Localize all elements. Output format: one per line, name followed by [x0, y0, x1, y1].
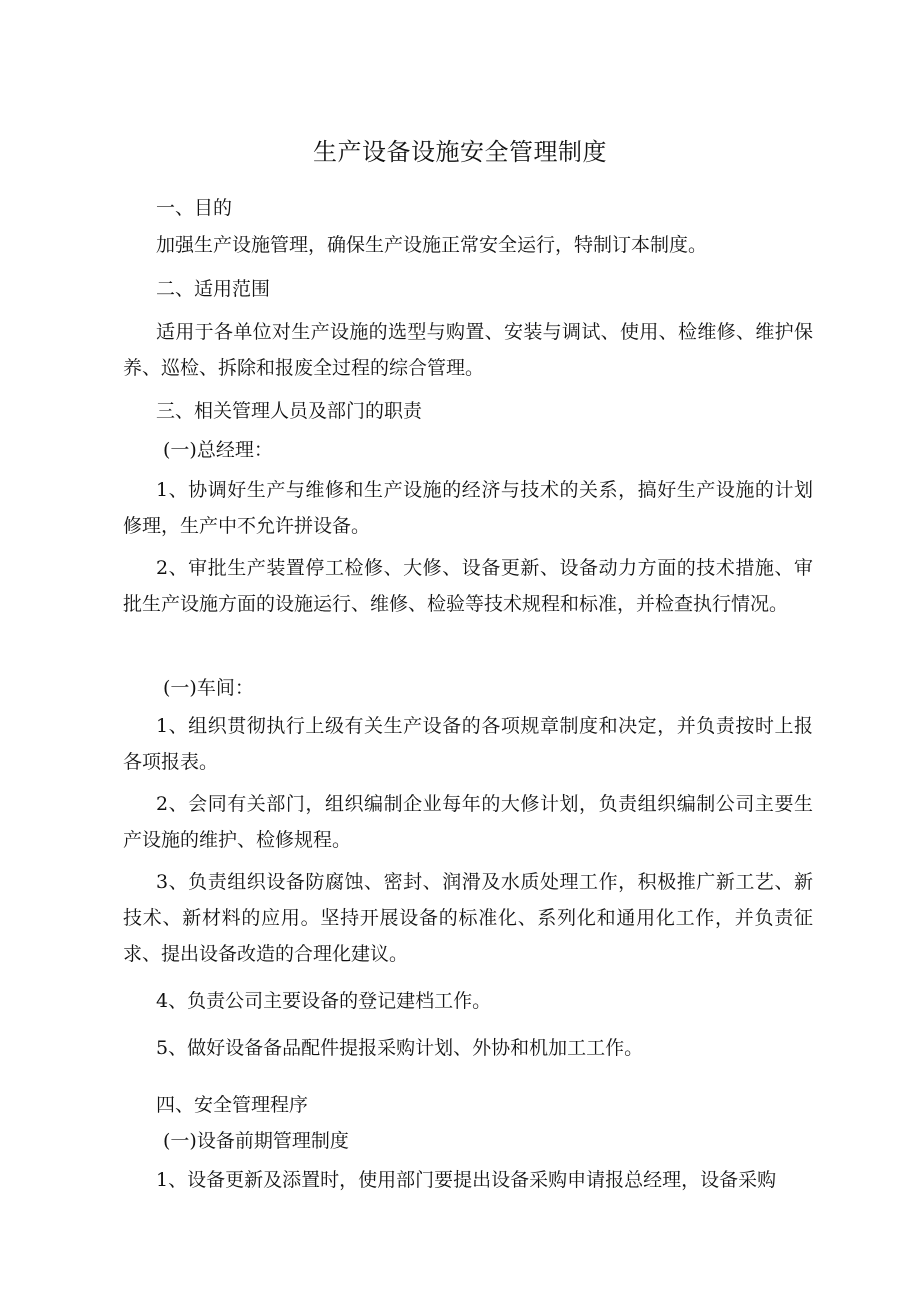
document-title: 生产设备设施安全管理制度 [313, 138, 607, 166]
subheading-workshop: (一)车间： [163, 677, 254, 699]
section-heading-procedures: 四、安全管理程序 [156, 1094, 309, 1116]
paragraph-gm-item-2: 2、审批生产装置停工检修、大修、设备更新、设备动力方面的技术措施、审批生产设施方面的设施运行、维修、检验等技术规程和标准，并检查执行情况。 [123, 557, 813, 615]
paragraph-workshop-item-5: 5、做好设备备品配件提报采购计划、外协和机加工工作。 [156, 1037, 644, 1059]
section-heading-scope: 二、适用范围 [156, 278, 271, 300]
paragraph-workshop-item-1: 1、组织贯彻执行上级有关生产设备的各项规章制度和决定，并负责按时上报各项报表。 [123, 715, 813, 773]
paragraph-purpose: 加强生产设施管理，确保生产设施正常安全运行，特制订本制度。 [156, 234, 708, 256]
paragraph-procedure-item-1: 1、设备更新及添置时，使用部门要提出设备采购申请报总经理，设备采购 [156, 1169, 777, 1191]
subheading-early-management: (一)设备前期管理制度 [163, 1130, 349, 1152]
section-heading-responsibilities: 三、相关管理人员及部门的职责 [156, 400, 423, 422]
section-heading-purpose: 一、目的 [156, 197, 233, 219]
paragraph-gm-item-1: 1、协调好生产与维修和生产设施的经济与技术的关系，搞好生产设施的计划修理，生产中不允许拼设备。 [123, 479, 813, 537]
paragraph-workshop-item-2: 2、会同有关部门，组织编制企业每年的大修计划，负责组织编制公司主要生产设施的维护、检修规程。 [123, 793, 813, 851]
paragraph-workshop-item-4: 4、负责公司主要设备的登记建档工作。 [156, 990, 492, 1012]
subheading-general-manager: (一)总经理： [163, 439, 273, 461]
paragraph-workshop-item-3: 3、负责组织设备防腐蚀、密封、润滑及水质处理工作，积极推广新工艺、新技术、新材料的应用。坚持开展设备的标准化、系列化和通用化工作，并负责征求、提出设备改造的合理化建议。 [123, 871, 813, 965]
paragraph-scope: 适用于各单位对生产设施的选型与购置、安装与调试、使用、检维修、维护保养、巡检、拆除和报废全过程的综合管理。 [123, 321, 813, 379]
